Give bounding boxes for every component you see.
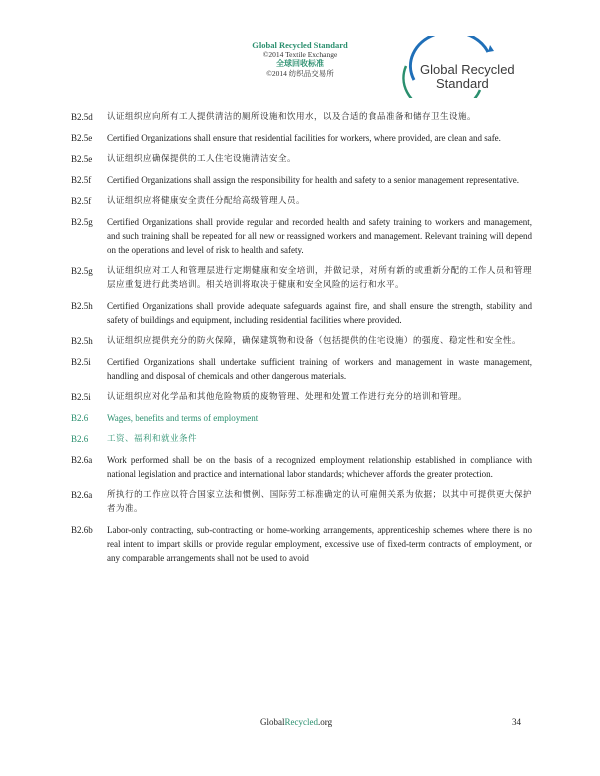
clause-code: B2.5g xyxy=(71,266,93,276)
clause-text: 认证组织应向所有工人提供清洁的厕所设施和饮用水，以及合适的食品准备和储存卫生设施。 xyxy=(107,112,477,122)
clause-code: B2.6a xyxy=(71,455,93,465)
clause-item xyxy=(71,131,532,145)
clause-text: Work performed shall be on the basis of a recognized employment relationship established in compliance with national legislation and practice and international labor standards; whichever affords the greater protection. xyxy=(107,455,532,479)
clause-item xyxy=(71,299,532,327)
clause-code: B2.5h xyxy=(71,301,93,311)
header-copyright-en: ©2014 Textile Exchange xyxy=(262,50,338,59)
clause-text: Certified Organizations shall provide regular and recorded health and safety training to workers and management, and such training shall be repeated for all new or reassigned workers and management. Relevant training will depend on the operations and level of risk to health and safety. xyxy=(107,217,532,255)
header-copyright-zh: ©2014 纺织品交易所 xyxy=(266,69,334,78)
clause-code: B2.5i xyxy=(71,392,91,402)
clause-text: 工资、福利和就业条件 xyxy=(107,434,198,444)
clause-code: B2.5f xyxy=(71,196,92,206)
clause-item xyxy=(71,355,532,383)
clause-item xyxy=(71,173,532,187)
clause-text: Certified Organizations shall undertake sufficient training of workers and management in waste management, handling and disposal of chemicals and other dangerous materials. xyxy=(107,357,532,381)
page-header xyxy=(210,40,390,78)
clause-text: Certified Organizations shall provide adequate safeguards against fire, and shall ensure the strength, stability and safety of buildings and equipment, including residential facilities where provided. xyxy=(107,301,532,325)
clause-text: Wages, benefits and terms of employment xyxy=(107,413,259,423)
clause-code: B2.5f xyxy=(71,175,92,185)
clause-item xyxy=(71,264,532,292)
clause-code: B2.5i xyxy=(71,357,91,367)
clause-text: 认证组织应对工人和管理层进行定期健康和安全培训，并做记录，对所有新的或重新分配的工作人员和管理层应重复进行此类培训。相关培训将取决于健康和安全风险的运行和水平。 xyxy=(107,266,532,290)
clause-item xyxy=(71,523,532,565)
clause-item xyxy=(71,488,532,516)
logo-text-line2: Standard xyxy=(436,76,489,91)
clause-code: B2.5d xyxy=(71,112,93,122)
footer-website xyxy=(260,717,332,727)
clause-text: 认证组织应确保提供的工人住宅设施清洁安全。 xyxy=(107,154,297,164)
header-title-zh: 全球回收标准 xyxy=(276,59,324,68)
clause-text: 认证组织应提供充分的防火保障，确保建筑物和设备（包括提供的住宅设施）的强度、稳定性和安全性。 xyxy=(107,336,522,346)
clause-text: 所执行的工作应以符合国家立法和惯例、国际劳工标准确定的认可雇佣关系为依据；以其中可提供更大保护者为准。 xyxy=(107,490,532,514)
clause-item xyxy=(71,390,532,404)
clause-text: Certified Organizations shall assign the responsibility for health and safety to a senior management representative. xyxy=(107,175,519,185)
clause-text: Labor-only contracting, sub-contracting or home-working arrangements, apprenticeship schemes where there is no real intent to impart skills or provide regular employment, excessive use of fixed-term contracts of employment, or any comparable arrangements shall not be used to avoid xyxy=(107,525,532,563)
global-recycled-standard-logo xyxy=(392,36,524,98)
clause-item xyxy=(71,152,532,166)
section-heading xyxy=(71,411,532,425)
clause-item xyxy=(71,453,532,481)
clause-code: B2.5h xyxy=(71,336,93,346)
clause-item xyxy=(71,334,532,348)
clause-code: B2.6 xyxy=(71,434,89,444)
clause-code: B2.6b xyxy=(71,525,93,535)
clause-item xyxy=(71,194,532,208)
clause-code: B2.6 xyxy=(71,413,89,423)
section-heading xyxy=(71,432,532,446)
standard-clauses xyxy=(71,110,532,572)
clause-item xyxy=(71,110,532,124)
page-number: 34 xyxy=(512,717,521,727)
header-title-en: Global Recycled Standard xyxy=(252,40,348,50)
footer-site-prefix: Global xyxy=(260,717,285,727)
footer-site-suffix: .org xyxy=(317,717,333,727)
clause-code: B2.5e xyxy=(71,133,93,143)
clause-text: 认证组织应将健康安全责任分配给高级管理人员。 xyxy=(107,196,306,206)
clause-code: B2.5e xyxy=(71,154,93,164)
clause-item xyxy=(71,215,532,257)
logo-text-line1: Global Recycled xyxy=(420,62,515,77)
clause-text: Certified Organizations shall ensure that residential facilities for workers, where provided, are clean and safe. xyxy=(107,133,501,143)
clause-code: B2.6a xyxy=(71,490,93,500)
clause-text: 认证组织应对化学品和其他危险物质的废物管理、处理和处置工作进行充分的培训和管理。 xyxy=(107,392,468,402)
clause-code: B2.5g xyxy=(71,217,93,227)
footer-site-highlight: Recycled xyxy=(284,717,318,727)
